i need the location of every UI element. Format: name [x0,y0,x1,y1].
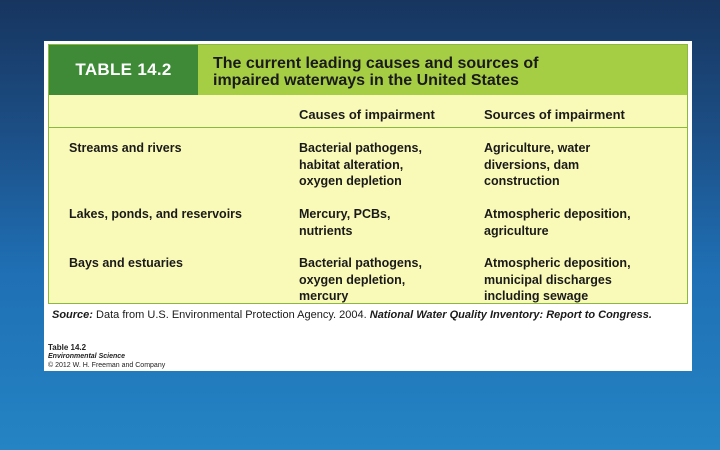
row-causes-bays: Bacterial pathogens, oxygen depletion, mercury [299,256,422,303]
source-publication: National Water Quality Inventory: Report to Congress. [369,309,652,321]
data-table [48,44,688,304]
row-sources-streams: Agriculture, water diversions, dam construction [484,141,591,188]
credit-copyright: © 2012 W. H. Freeman and Company [48,362,166,369]
row-causes-lakes: Mercury, PCBs, nutrients [299,207,391,238]
slide-card [44,41,692,371]
source-text: Data from U.S. Environmental Protection Agency. 2004. [96,309,367,321]
header-divider [49,127,687,128]
table-label: TABLE 14.2 [49,45,198,95]
source-note [52,308,682,323]
table-header [49,45,687,95]
row-causes-streams: Bacterial pathogens, habitat alteration, oxygen depletion [299,141,422,188]
credit-table-ref: Table 14.2 [48,343,87,352]
source-label: Source: [52,309,93,321]
row-waterbody-bays: Bays and estuaries [69,256,183,270]
row-waterbody-lakes: Lakes, ponds, and reservoirs [69,207,242,221]
row-sources-lakes: Atmospheric deposition, agriculture [484,207,631,238]
table-title: The current leading causes and sources of impaired waterways in the United States [213,55,539,89]
figure-credit [48,343,165,370]
column-header-sources: Sources of impairment [484,107,625,122]
row-sources-bays: Atmospheric deposition, municipal discharges including sewage [484,256,631,303]
row-waterbody-streams: Streams and rivers [69,141,182,155]
credit-book: Environmental Science [48,353,126,360]
column-header-causes: Causes of impairment [299,107,435,122]
